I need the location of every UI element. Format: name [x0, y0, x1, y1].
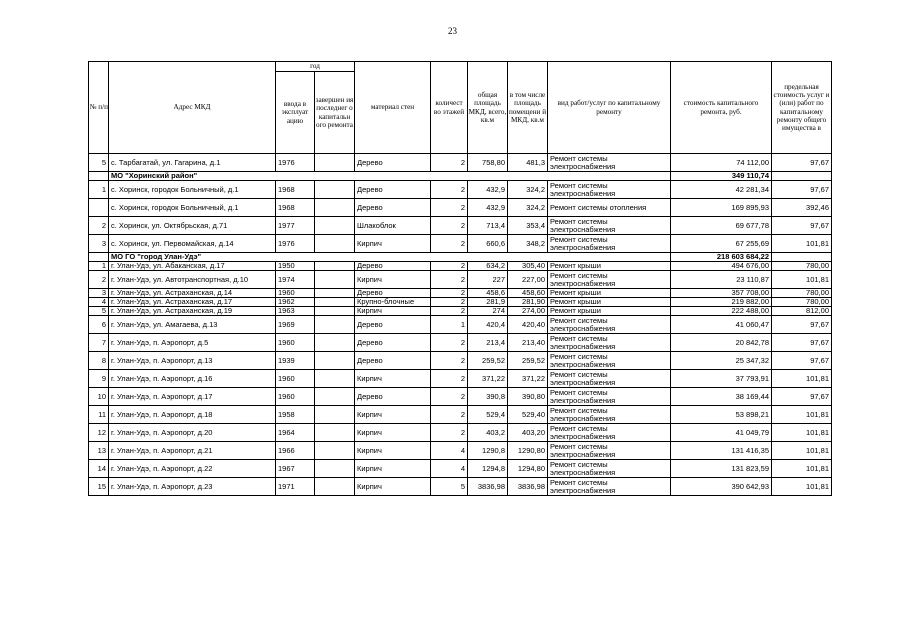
- year-last-repair-cell: [315, 298, 355, 307]
- row-number: 7: [89, 334, 109, 352]
- table-row: [89, 352, 832, 370]
- work-type-cell: Ремонт системы электроснабжения: [548, 424, 671, 442]
- row-number: 10: [89, 388, 109, 406]
- premises-area-cell: 281,90: [508, 298, 548, 307]
- floors-cell: 4: [431, 442, 468, 460]
- premises-area-cell: 3836,98: [508, 478, 548, 496]
- wall-material-cell: Дерево: [355, 289, 431, 298]
- year-commission-cell: 1950: [276, 262, 315, 271]
- year-commission-cell: 1966: [276, 442, 315, 460]
- cost-cell: 222 488,00: [671, 307, 772, 316]
- year-last-repair-cell: [315, 388, 355, 406]
- table-row: [89, 334, 832, 352]
- table-row: [89, 271, 832, 289]
- premises-area-cell: 324,2: [508, 199, 548, 217]
- header-floors: количест во этажей: [431, 62, 468, 154]
- year-last-repair-cell: [315, 154, 355, 172]
- total-area-cell: 1290,8: [468, 442, 508, 460]
- cost-cell: 131 823,59: [671, 460, 772, 478]
- row-number: 2: [89, 271, 109, 289]
- address-cell: с. Хоринск, городок Больничный, д.1: [109, 181, 276, 199]
- premises-area-cell: 420,40: [508, 316, 548, 334]
- work-type-cell: Ремонт системы электроснабжения: [548, 217, 671, 235]
- header-year-group: год: [276, 62, 355, 72]
- year-commission-cell: 1976: [276, 154, 315, 172]
- premises-area-cell: 213,40: [508, 334, 548, 352]
- wall-material-cell: Кирпич: [355, 370, 431, 388]
- section-title: МО ГО "город Улан-Удэ": [109, 253, 671, 262]
- wall-material-cell: Кирпич: [355, 406, 431, 424]
- year-commission-cell: 1960: [276, 388, 315, 406]
- floors-cell: 2: [431, 235, 468, 253]
- year-last-repair-cell: [315, 442, 355, 460]
- cost-cell: 131 416,35: [671, 442, 772, 460]
- table-row: [89, 289, 832, 298]
- floors-cell: 2: [431, 154, 468, 172]
- floors-cell: 2: [431, 298, 468, 307]
- work-type-cell: Ремонт крыши: [548, 289, 671, 298]
- total-area-cell: 713,4: [468, 217, 508, 235]
- max-cost-cell: 97,67: [772, 334, 832, 352]
- total-area-cell: 227: [468, 271, 508, 289]
- work-type-cell: Ремонт системы электроснабжения: [548, 271, 671, 289]
- table-row: [89, 424, 832, 442]
- year-commission-cell: 1962: [276, 298, 315, 307]
- year-commission-cell: 1960: [276, 289, 315, 298]
- total-area-cell: 432,9: [468, 181, 508, 199]
- wall-material-cell: Кирпич: [355, 235, 431, 253]
- year-commission-cell: 1969: [276, 316, 315, 334]
- address-cell: с. Тарбагатай, ул. Гагарина, д.1: [109, 154, 276, 172]
- section-total: 218 603 684,22: [671, 253, 772, 262]
- wall-material-cell: Дерево: [355, 262, 431, 271]
- cost-cell: 42 281,34: [671, 181, 772, 199]
- total-area-cell: 259,52: [468, 352, 508, 370]
- cost-cell: 69 677,78: [671, 217, 772, 235]
- year-last-repair-cell: [315, 289, 355, 298]
- work-type-cell: Ремонт крыши: [548, 262, 671, 271]
- premises-area-cell: 1290,80: [508, 442, 548, 460]
- table-row: [89, 181, 832, 199]
- max-cost-cell: 392,46: [772, 199, 832, 217]
- address-cell: г. Улан-Удэ, п. Аэропорт, д.16: [109, 370, 276, 388]
- premises-area-cell: 259,52: [508, 352, 548, 370]
- max-cost-cell: 97,67: [772, 217, 832, 235]
- row-number: 13: [89, 442, 109, 460]
- header-year-last-repair: завершен ия последнег о капитальн ого ремонта: [315, 72, 355, 154]
- total-area-cell: 390,8: [468, 388, 508, 406]
- work-type-cell: Ремонт системы электроснабжения: [548, 352, 671, 370]
- work-type-cell: Ремонт системы отопления: [548, 199, 671, 217]
- max-cost-cell: 101,81: [772, 478, 832, 496]
- row-number: 3: [89, 235, 109, 253]
- floors-cell: 2: [431, 289, 468, 298]
- row-number: 8: [89, 352, 109, 370]
- wall-material-cell: Кирпич: [355, 271, 431, 289]
- premises-area-cell: 390,80: [508, 388, 548, 406]
- total-area-cell: 458,6: [468, 289, 508, 298]
- premises-area-cell: 348,2: [508, 235, 548, 253]
- wall-material-cell: Дерево: [355, 316, 431, 334]
- empty-cell: [772, 253, 832, 262]
- max-cost-cell: 97,67: [772, 316, 832, 334]
- work-type-cell: Ремонт системы электроснабжения: [548, 460, 671, 478]
- max-cost-cell: 101,81: [772, 460, 832, 478]
- table-row: [89, 262, 832, 271]
- cost-cell: 23 110,87: [671, 271, 772, 289]
- year-last-repair-cell: [315, 352, 355, 370]
- header-num: № п/п: [89, 62, 109, 154]
- year-commission-cell: 1968: [276, 181, 315, 199]
- total-area-cell: 213,4: [468, 334, 508, 352]
- year-last-repair-cell: [315, 181, 355, 199]
- max-cost-cell: 101,81: [772, 442, 832, 460]
- header-work-type: вид работ/услуг по капитальному ремонту: [548, 62, 671, 154]
- max-cost-cell: 97,67: [772, 154, 832, 172]
- year-last-repair-cell: [315, 262, 355, 271]
- address-cell: с. Хоринск, городок Больничный, д.1: [109, 199, 276, 217]
- row-number: 11: [89, 406, 109, 424]
- year-commission-cell: 1974: [276, 271, 315, 289]
- section-row: [89, 172, 832, 181]
- table-row: [89, 298, 832, 307]
- premises-area-cell: 353,4: [508, 217, 548, 235]
- year-commission-cell: 1960: [276, 334, 315, 352]
- max-cost-cell: 101,81: [772, 424, 832, 442]
- total-area-cell: 281,9: [468, 298, 508, 307]
- address-cell: г. Улан-Удэ, ул. Астраханская, д.19: [109, 307, 276, 316]
- max-cost-cell: 101,81: [772, 271, 832, 289]
- cost-cell: 219 882,00: [671, 298, 772, 307]
- year-commission-cell: 1968: [276, 199, 315, 217]
- cost-cell: 41 049,79: [671, 424, 772, 442]
- floors-cell: 2: [431, 352, 468, 370]
- year-last-repair-cell: [315, 235, 355, 253]
- max-cost-cell: 97,67: [772, 388, 832, 406]
- table-row: [89, 307, 832, 316]
- year-last-repair-cell: [315, 217, 355, 235]
- work-type-cell: Ремонт системы электроснабжения: [548, 154, 671, 172]
- row-number: 4: [89, 298, 109, 307]
- wall-material-cell: Дерево: [355, 334, 431, 352]
- wall-material-cell: Кирпич: [355, 307, 431, 316]
- row-number: 14: [89, 460, 109, 478]
- row-number: 5: [89, 154, 109, 172]
- header-cost: стоимость капитального ремонта, руб.: [671, 62, 772, 154]
- cost-cell: 53 898,21: [671, 406, 772, 424]
- table-row: [89, 478, 832, 496]
- premises-area-cell: 324,2: [508, 181, 548, 199]
- address-cell: с. Хоринск, ул. Октябрьская, д.71: [109, 217, 276, 235]
- header-total-area: общая площадь МКД, всего, кв.м: [468, 62, 508, 154]
- table-row: [89, 460, 832, 478]
- header-wall-material: материал стен: [355, 62, 431, 154]
- floors-cell: 2: [431, 199, 468, 217]
- table-row: [89, 217, 832, 235]
- wall-material-cell: Кирпич: [355, 442, 431, 460]
- row-number: 1: [89, 181, 109, 199]
- year-commission-cell: 1967: [276, 460, 315, 478]
- floors-cell: 2: [431, 370, 468, 388]
- max-cost-cell: 101,81: [772, 235, 832, 253]
- floors-cell: 2: [431, 334, 468, 352]
- year-last-repair-cell: [315, 307, 355, 316]
- cost-cell: 494 676,00: [671, 262, 772, 271]
- floors-cell: 2: [431, 424, 468, 442]
- cost-cell: 20 842,78: [671, 334, 772, 352]
- work-type-cell: Ремонт системы электроснабжения: [548, 235, 671, 253]
- address-cell: г. Улан-Удэ, п. Аэропорт, д.21: [109, 442, 276, 460]
- floors-cell: 4: [431, 460, 468, 478]
- row-number: 2: [89, 217, 109, 235]
- year-last-repair-cell: [315, 271, 355, 289]
- year-last-repair-cell: [315, 199, 355, 217]
- wall-material-cell: Дерево: [355, 181, 431, 199]
- table-row: [89, 316, 832, 334]
- total-area-cell: 371,22: [468, 370, 508, 388]
- address-cell: г. Улан-Удэ, п. Аэропорт, д.22: [109, 460, 276, 478]
- work-type-cell: Ремонт системы электроснабжения: [548, 334, 671, 352]
- address-cell: г. Улан-Удэ, ул. Абаканская, д.17: [109, 262, 276, 271]
- cost-cell: 67 255,69: [671, 235, 772, 253]
- total-area-cell: 420,4: [468, 316, 508, 334]
- max-cost-cell: 101,81: [772, 406, 832, 424]
- floors-cell: 2: [431, 217, 468, 235]
- max-cost-cell: 97,67: [772, 181, 832, 199]
- total-area-cell: 660,6: [468, 235, 508, 253]
- row-number: [89, 199, 109, 217]
- max-cost-cell: 812,00: [772, 307, 832, 316]
- row-number: 15: [89, 478, 109, 496]
- work-type-cell: Ремонт крыши: [548, 307, 671, 316]
- total-area-cell: 274: [468, 307, 508, 316]
- work-type-cell: Ремонт системы электроснабжения: [548, 181, 671, 199]
- address-cell: г. Улан-Удэ, п. Аэропорт, д.23: [109, 478, 276, 496]
- cost-cell: 38 169,44: [671, 388, 772, 406]
- page-number: 23: [448, 26, 457, 36]
- premises-area-cell: 305,40: [508, 262, 548, 271]
- section-title: МО "Хоринский район": [109, 172, 671, 181]
- wall-material-cell: Шлакоблок: [355, 217, 431, 235]
- floors-cell: 2: [431, 406, 468, 424]
- work-type-cell: Ремонт системы электроснабжения: [548, 370, 671, 388]
- address-cell: г. Улан-Удэ, п. Аэропорт, д.5: [109, 334, 276, 352]
- row-number: 1: [89, 262, 109, 271]
- work-type-cell: Ремонт системы электроснабжения: [548, 406, 671, 424]
- year-last-repair-cell: [315, 316, 355, 334]
- year-last-repair-cell: [315, 334, 355, 352]
- work-type-cell: Ремонт системы электроснабжения: [548, 478, 671, 496]
- cost-cell: 390 642,93: [671, 478, 772, 496]
- wall-material-cell: Дерево: [355, 199, 431, 217]
- wall-material-cell: Кирпич: [355, 424, 431, 442]
- max-cost-cell: 780,00: [772, 298, 832, 307]
- section-total: 349 110,74: [671, 172, 772, 181]
- premises-area-cell: 371,22: [508, 370, 548, 388]
- total-area-cell: 529,4: [468, 406, 508, 424]
- work-type-cell: Ремонт системы электроснабжения: [548, 442, 671, 460]
- wall-material-cell: Дерево: [355, 388, 431, 406]
- header-year-commission: ввода в эксплуат ацию: [276, 72, 315, 154]
- max-cost-cell: 780,00: [772, 289, 832, 298]
- empty-cell: [772, 172, 832, 181]
- premises-area-cell: 274,00: [508, 307, 548, 316]
- floors-cell: 2: [431, 271, 468, 289]
- premises-area-cell: 227,00: [508, 271, 548, 289]
- cost-cell: 357 708,00: [671, 289, 772, 298]
- row-number: 6: [89, 316, 109, 334]
- address-cell: г. Улан-Удэ, п. Аэропорт, д.17: [109, 388, 276, 406]
- max-cost-cell: 780,00: [772, 262, 832, 271]
- cost-cell: 37 793,91: [671, 370, 772, 388]
- year-last-repair-cell: [315, 460, 355, 478]
- year-commission-cell: 1971: [276, 478, 315, 496]
- wall-material-cell: Кирпич: [355, 460, 431, 478]
- premises-area-cell: 458,60: [508, 289, 548, 298]
- work-type-cell: Ремонт крыши: [548, 298, 671, 307]
- total-area-cell: 634,2: [468, 262, 508, 271]
- floors-cell: 2: [431, 307, 468, 316]
- cost-cell: 41 060,47: [671, 316, 772, 334]
- header-premises-area: в том числе площадь помещени й МКД, кв.м: [508, 62, 548, 154]
- floors-cell: 2: [431, 388, 468, 406]
- table-row: [89, 154, 832, 172]
- address-cell: г. Улан-Удэ, п. Аэропорт, д.13: [109, 352, 276, 370]
- wall-material-cell: Дерево: [355, 352, 431, 370]
- year-commission-cell: 1963: [276, 307, 315, 316]
- work-type-cell: Ремонт системы электроснабжения: [548, 316, 671, 334]
- premises-area-cell: 403,20: [508, 424, 548, 442]
- table-row: [89, 406, 832, 424]
- year-commission-cell: 1976: [276, 235, 315, 253]
- max-cost-cell: 97,67: [772, 352, 832, 370]
- total-area-cell: 432,9: [468, 199, 508, 217]
- premises-area-cell: 481,3: [508, 154, 548, 172]
- total-area-cell: 403,2: [468, 424, 508, 442]
- wall-material-cell: Крупно-блочные: [355, 298, 431, 307]
- row-number: 9: [89, 370, 109, 388]
- total-area-cell: 3836,98: [468, 478, 508, 496]
- address-cell: г. Улан-Удэ, ул. Амагаева, д.13: [109, 316, 276, 334]
- year-commission-cell: 1960: [276, 370, 315, 388]
- address-cell: г. Улан-Удэ, ул. Автотранспортная, д.10: [109, 271, 276, 289]
- wall-material-cell: Кирпич: [355, 478, 431, 496]
- year-last-repair-cell: [315, 406, 355, 424]
- header-address: Адрес МКД: [109, 62, 276, 154]
- wall-material-cell: Дерево: [355, 154, 431, 172]
- year-commission-cell: 1958: [276, 406, 315, 424]
- address-cell: с. Хоринск, ул. Первомайская, д.14: [109, 235, 276, 253]
- address-cell: г. Улан-Удэ, ул. Астраханская, д.17: [109, 298, 276, 307]
- total-area-cell: 1294,8: [468, 460, 508, 478]
- floors-cell: 2: [431, 181, 468, 199]
- row-number: 5: [89, 307, 109, 316]
- empty-cell: [89, 172, 109, 181]
- table-row: [89, 388, 832, 406]
- floors-cell: 2: [431, 262, 468, 271]
- table-row: [89, 199, 832, 217]
- capital-repair-table: [88, 61, 832, 496]
- empty-cell: [89, 253, 109, 262]
- max-cost-cell: 101,81: [772, 370, 832, 388]
- table-row: [89, 235, 832, 253]
- year-last-repair-cell: [315, 478, 355, 496]
- table-body: [89, 154, 832, 496]
- table-row: [89, 370, 832, 388]
- cost-cell: 25 347,32: [671, 352, 772, 370]
- address-cell: г. Улан-Удэ, ул. Астраханская, д.14: [109, 289, 276, 298]
- row-number: 3: [89, 289, 109, 298]
- premises-area-cell: 1294,80: [508, 460, 548, 478]
- work-type-cell: Ремонт системы электроснабжения: [548, 388, 671, 406]
- year-last-repair-cell: [315, 370, 355, 388]
- cost-cell: 169 895,93: [671, 199, 772, 217]
- premises-area-cell: 529,40: [508, 406, 548, 424]
- floors-cell: 5: [431, 478, 468, 496]
- floors-cell: 1: [431, 316, 468, 334]
- year-last-repair-cell: [315, 424, 355, 442]
- section-row: [89, 253, 832, 262]
- year-commission-cell: 1977: [276, 217, 315, 235]
- table-row: [89, 442, 832, 460]
- address-cell: г. Улан-Удэ, п. Аэропорт, д.20: [109, 424, 276, 442]
- year-commission-cell: 1939: [276, 352, 315, 370]
- total-area-cell: 758,80: [468, 154, 508, 172]
- cost-cell: 74 112,00: [671, 154, 772, 172]
- row-number: 12: [89, 424, 109, 442]
- year-commission-cell: 1964: [276, 424, 315, 442]
- address-cell: г. Улан-Удэ, п. Аэропорт, д.18: [109, 406, 276, 424]
- header-max-cost: предельная стоимость услуг и (или) работ по капитальному ремонту общего имущества в: [772, 62, 832, 154]
